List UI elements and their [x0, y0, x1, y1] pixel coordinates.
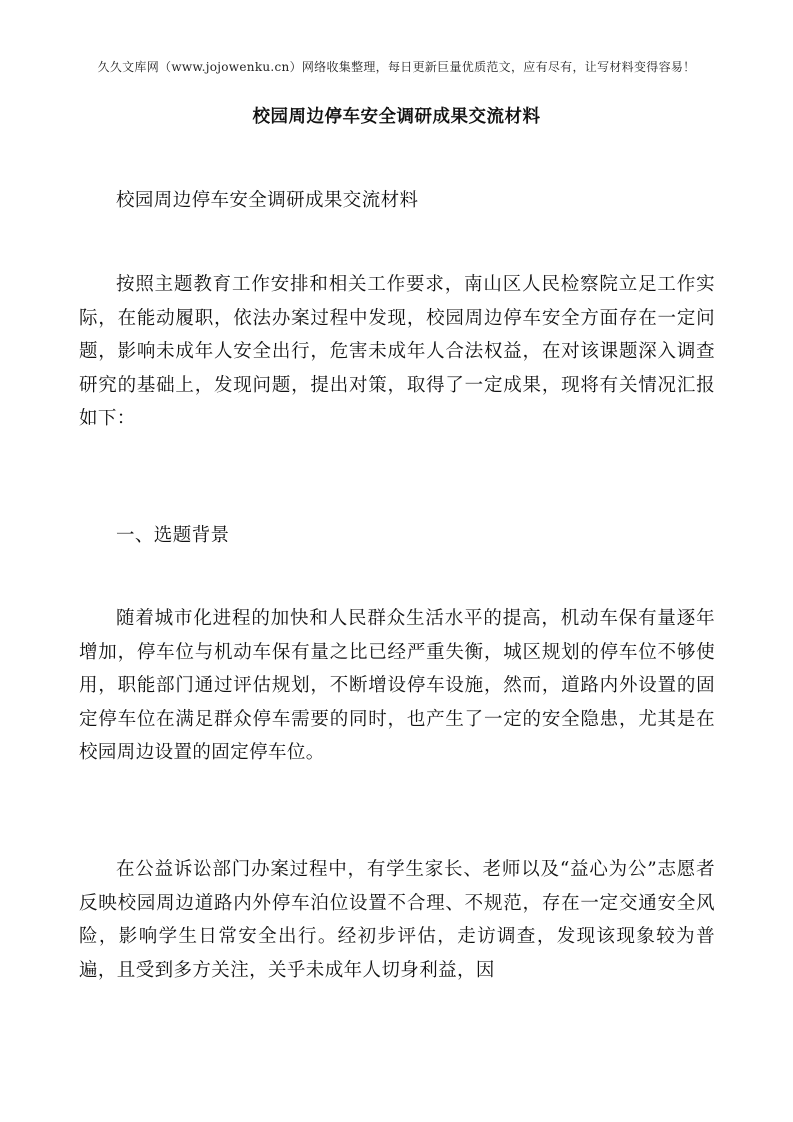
section-heading-background: 一、选题背景 — [116, 525, 230, 546]
document-title: 校园周边停车安全调研成果交流材料 — [252, 107, 541, 127]
site-header-note: 久久文库网（www.jojowenku.cn）网络收集整理，每日更新巨量优质范文，应有尽有，让写材料变得容易！ — [97, 60, 696, 74]
background-paragraph: 随着城市化进程的加快和人民群众生活水平的提高，机动车保有量逐年增加，停车位与机动车保有量之比已经严重失衡，城区规划的停车位不够使用，职能部门通过评估规划，不断增设停车设施，然而，道路内外设置的固定停车位在满足群众停车需要的同时，也产生了一定的安全隐患，尤其是在校园周边设置的固定停车位。 — [79, 608, 715, 764]
case-paragraph: 在公益诉讼部门办案过程中，有学生家长、老师以及“益心为公”志愿者反映校园周边道路内外停车泊位设置不合理、不规范，存在一定交通安全风险，影响学生日常安全出行。经初步评估，走访调查，发现该现象较为普遍，且受到多方关注，关乎未成年人切身利益，因 — [79, 859, 715, 981]
document-subtitle: 校园周边停车安全调研成果交流材料 — [116, 190, 419, 211]
intro-paragraph: 按照主题教育工作安排和相关工作要求，南山区人民检察院立足工作实际，在能动履职，依法办案过程中发现，校园周边停车安全方面存在一定问题，影响未成年人安全出行，危害未成年人合法权益，在对该课题深入调查研究的基础上，发现问题，提出对策，取得了一定成果，现将有关情况汇报如下： — [79, 274, 715, 430]
